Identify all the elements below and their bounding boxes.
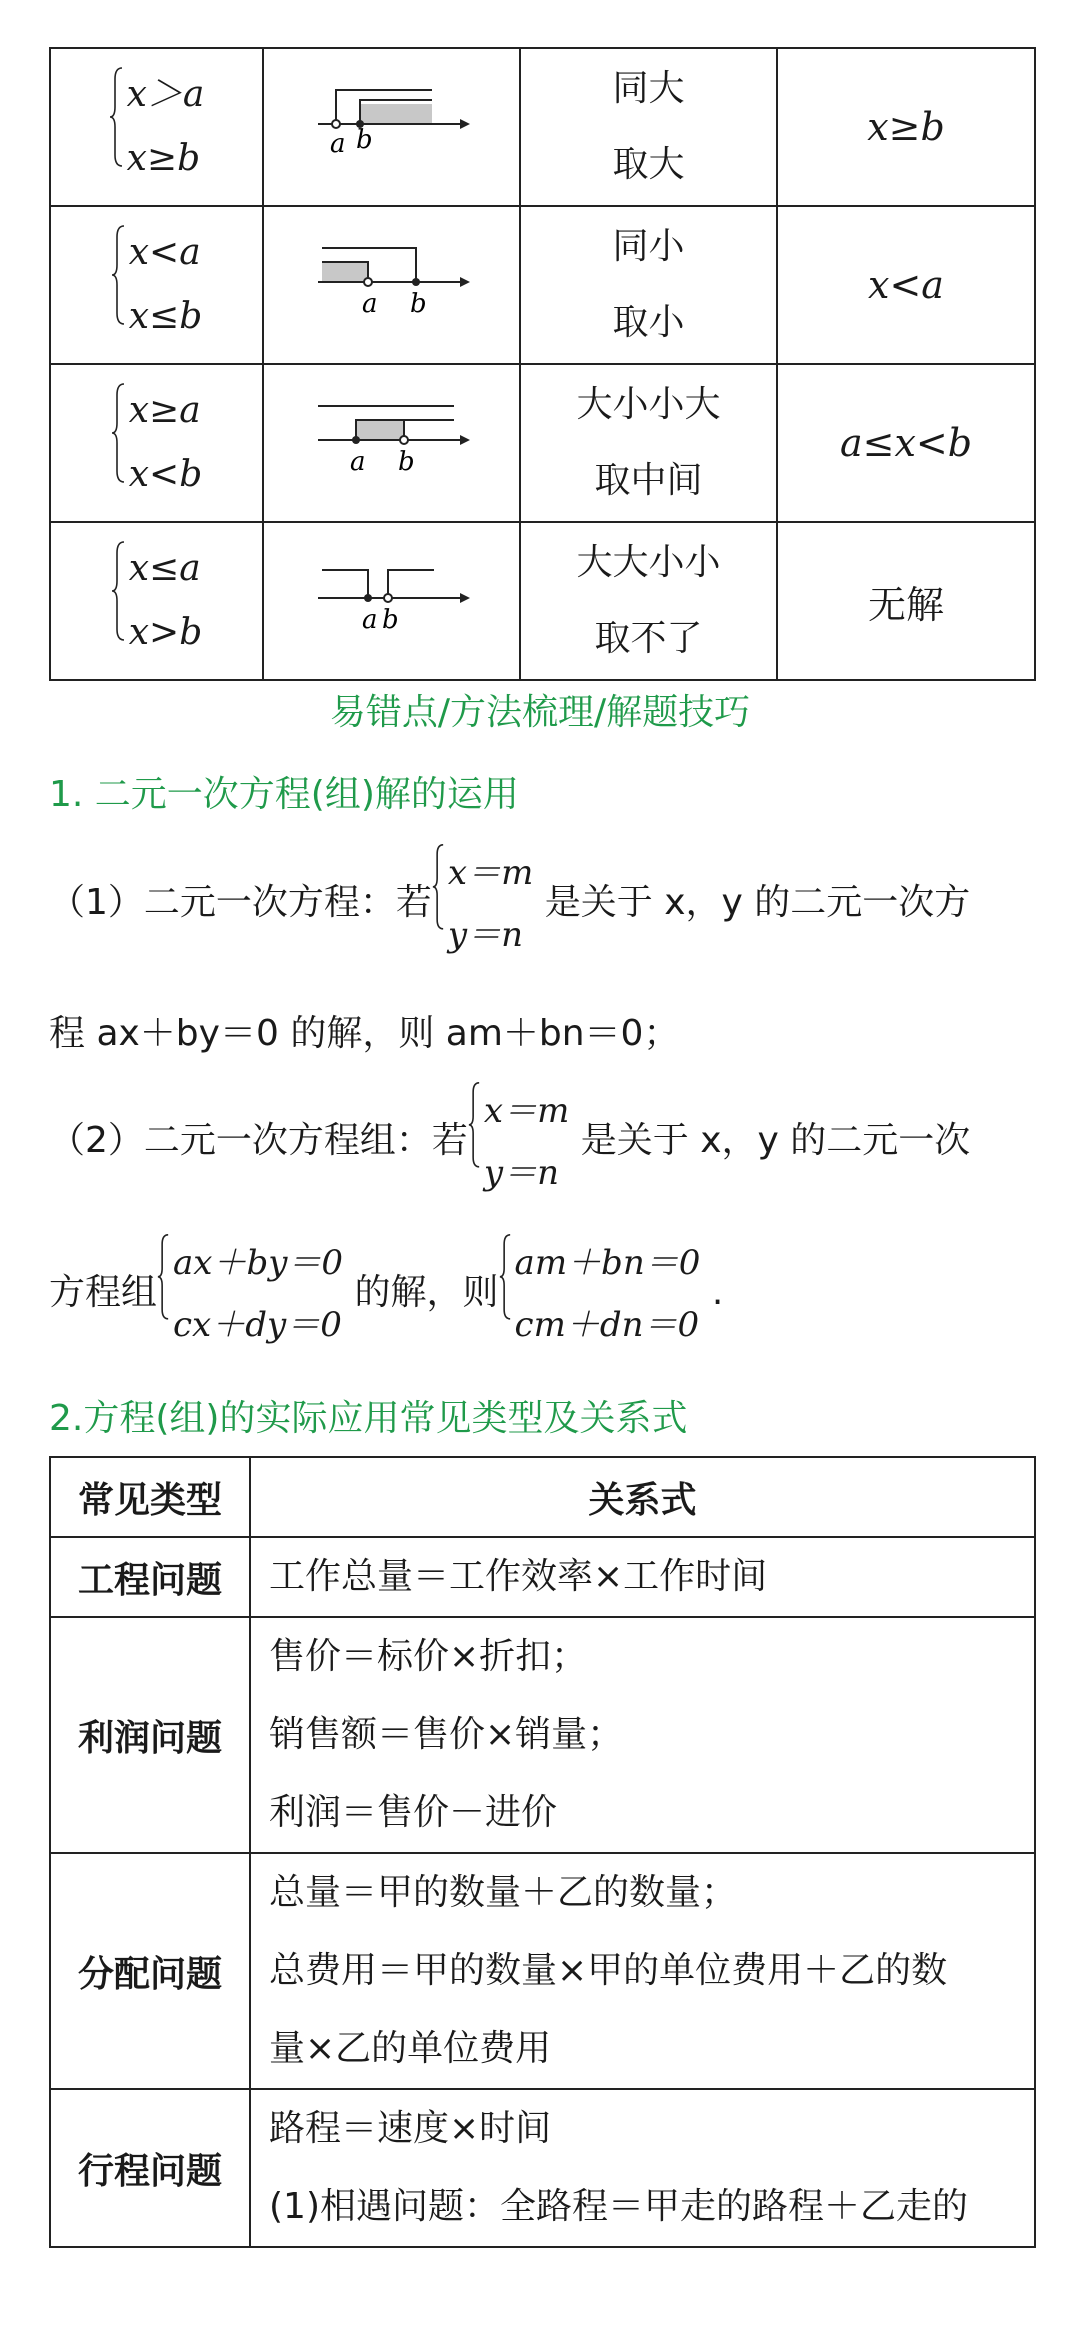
p1-prefix: （1）二元一次方程：若: [49, 882, 432, 923]
table-row: [50, 206, 1035, 364]
solid-point: [352, 436, 360, 444]
table-row: [50, 522, 1035, 680]
number-line-figure: [312, 398, 472, 488]
relation-cell: [250, 1537, 1035, 1617]
p2-line2-prefix: 方程组: [49, 1272, 158, 1313]
arrow-head-icon: [460, 593, 470, 603]
table-row: [50, 2089, 1035, 2247]
label-a: a: [361, 289, 378, 319]
relation-cell: [250, 1853, 1035, 2089]
solid-point: [412, 278, 420, 286]
left-brace-icon: [109, 67, 123, 167]
table-row: [50, 48, 1035, 206]
number-line-figure: [312, 82, 472, 172]
left-brace-icon: [432, 844, 444, 930]
inequality-system: [109, 63, 205, 191]
rule-cell: [520, 48, 777, 206]
relation-line: (1)相遇问题：全路程＝甲走的路程＋乙走的: [269, 2186, 968, 2227]
paragraph-1-line-2: 程 ax＋by＝0 的解，则 am＋bn＝0；: [49, 1013, 680, 1054]
solution-cell: [777, 206, 1035, 364]
topic-2-title: 2.方程(组)的实际应用常见类型及关系式: [49, 1398, 688, 1439]
table-row: [50, 1853, 1035, 2089]
arrow-head-icon: [460, 119, 470, 129]
section-heading: 易错点/方法梳理/解题技巧: [329, 692, 751, 733]
rule-cell: [520, 522, 777, 680]
relation-line: 售价＝标价×折扣；: [269, 1636, 588, 1677]
inequality-line-2: x>b: [128, 612, 203, 653]
relation-line: 路程＝速度×时间: [269, 2108, 552, 2149]
solution-shading: [356, 420, 404, 440]
p2-system-2: ax＋by＝0 cx＋dy＝0: [157, 1232, 343, 1356]
problem-type: 行程问题: [50, 2089, 250, 2247]
inequality-system: [111, 537, 203, 665]
relation-line: 销售额＝售价×销量；: [269, 1714, 624, 1755]
solution-cell: [777, 364, 1035, 522]
open-point: [384, 594, 392, 602]
rule-cell: [520, 206, 777, 364]
solution-cell: [777, 522, 1035, 680]
solution-shading: [322, 262, 368, 282]
inequality-line-2: x<b: [128, 454, 203, 495]
relation-line: 工作总量＝工作效率×工作时间: [269, 1556, 768, 1597]
p2-end: .: [711, 1272, 724, 1313]
header-type: 常见类型: [50, 1457, 250, 1537]
p2-prefix: （2）二元一次方程组：若: [49, 1120, 468, 1161]
p2-system-3: am＋bn＝0 cm＋dn＝0: [499, 1232, 701, 1356]
open-point: [332, 120, 340, 128]
p2-system: x＝m y＝n: [468, 1080, 569, 1204]
application-table: [49, 1456, 1036, 2248]
solution-set: a≤x<b: [839, 421, 973, 465]
solid-point: [364, 594, 372, 602]
paragraph-2-line-2: [49, 1232, 1039, 1356]
header-relation: 关系式: [250, 1457, 1035, 1537]
relation-line: 利润＝售价－进价: [269, 1792, 558, 1833]
inequality-system: [111, 379, 203, 507]
left-brace-icon: [111, 541, 125, 641]
solution-set: 无解: [867, 582, 944, 627]
solution-set: x<a: [868, 263, 944, 307]
left-brace-icon: [111, 225, 125, 325]
relation-line: 总费用＝甲的数量×甲的单位费用＋乙的数: [269, 1950, 948, 1991]
inequality-line-2: x≤b: [128, 296, 203, 337]
label-b: b: [381, 605, 399, 635]
number-line-figure: [312, 556, 472, 646]
table-row: [50, 364, 1035, 522]
inequality-line-2: x≥b: [126, 138, 201, 179]
inequality-line-1: x≥a: [128, 390, 201, 431]
relation-cell: [250, 2089, 1035, 2247]
inequality-system-cell: [50, 206, 263, 364]
number-line-cell: [263, 522, 520, 680]
rule-line-1: 大大小小: [576, 542, 721, 583]
table-row: [50, 1617, 1035, 1853]
label-b: b: [355, 125, 373, 155]
inequality-line-1: x<a: [128, 232, 201, 273]
problem-type: 利润问题: [50, 1617, 250, 1853]
rule-line-1: 同大: [612, 68, 685, 109]
inequality-line-1: x≤a: [128, 548, 201, 589]
open-point: [400, 436, 408, 444]
p1-suffix: 是关于 x，y 的二元一次方: [544, 882, 971, 923]
label-b: b: [397, 447, 415, 477]
relation-line: 量×乙的单位费用: [269, 2028, 552, 2069]
problem-type: 分配问题: [50, 1853, 250, 2089]
inequality-system-cell: [50, 48, 263, 206]
rule-line-2: 取小: [612, 302, 685, 343]
p2-mid: 的解，则: [354, 1272, 499, 1313]
left-brace-icon: [468, 1082, 480, 1168]
label-a: a: [329, 129, 346, 159]
inequality-table: [49, 47, 1036, 681]
inequality-system-cell: [50, 522, 263, 680]
open-point: [364, 278, 372, 286]
rule-line-2: 取不了: [594, 618, 703, 659]
rule-line-2: 取中间: [594, 460, 703, 501]
rule-line-1: 大小小大: [576, 384, 721, 425]
arrow-head-icon: [460, 277, 470, 287]
solution-set: x≥b: [867, 105, 945, 149]
p2-suffix: 是关于 x，y 的二元一次: [580, 1120, 971, 1161]
p1-system: x＝m y＝n: [432, 842, 533, 966]
problem-type: 工程问题: [50, 1537, 250, 1617]
rule-line-2: 取大: [612, 144, 685, 185]
inequality-system-cell: [50, 364, 263, 522]
table-header-row: [50, 1457, 1035, 1537]
paragraph-1: [49, 842, 1039, 966]
number-line-cell: [263, 48, 520, 206]
label-a: a: [361, 605, 378, 635]
left-brace-icon: [157, 1234, 169, 1320]
arrow-head-icon: [460, 435, 470, 445]
label-a: a: [349, 447, 366, 477]
rule-cell: [520, 364, 777, 522]
inequality-system: [111, 221, 203, 349]
number-line-figure: [312, 240, 472, 330]
relation-line: 总量＝甲的数量＋乙的数量；: [269, 1872, 738, 1913]
solution-shading: [360, 104, 432, 124]
number-line-cell: [263, 364, 520, 522]
left-brace-icon: [499, 1234, 511, 1320]
paragraph-2: [49, 1080, 1039, 1204]
solution-cell: [777, 48, 1035, 206]
inequality-line-1: x＞a: [126, 74, 205, 115]
left-brace-icon: [111, 383, 125, 483]
table-row: [50, 1537, 1035, 1617]
label-b: b: [409, 289, 427, 319]
rule-line-1: 同小: [612, 226, 685, 267]
relation-cell: [250, 1617, 1035, 1853]
number-line-cell: [263, 206, 520, 364]
topic-1-title: 1. 二元一次方程(组)解的运用: [49, 774, 519, 815]
